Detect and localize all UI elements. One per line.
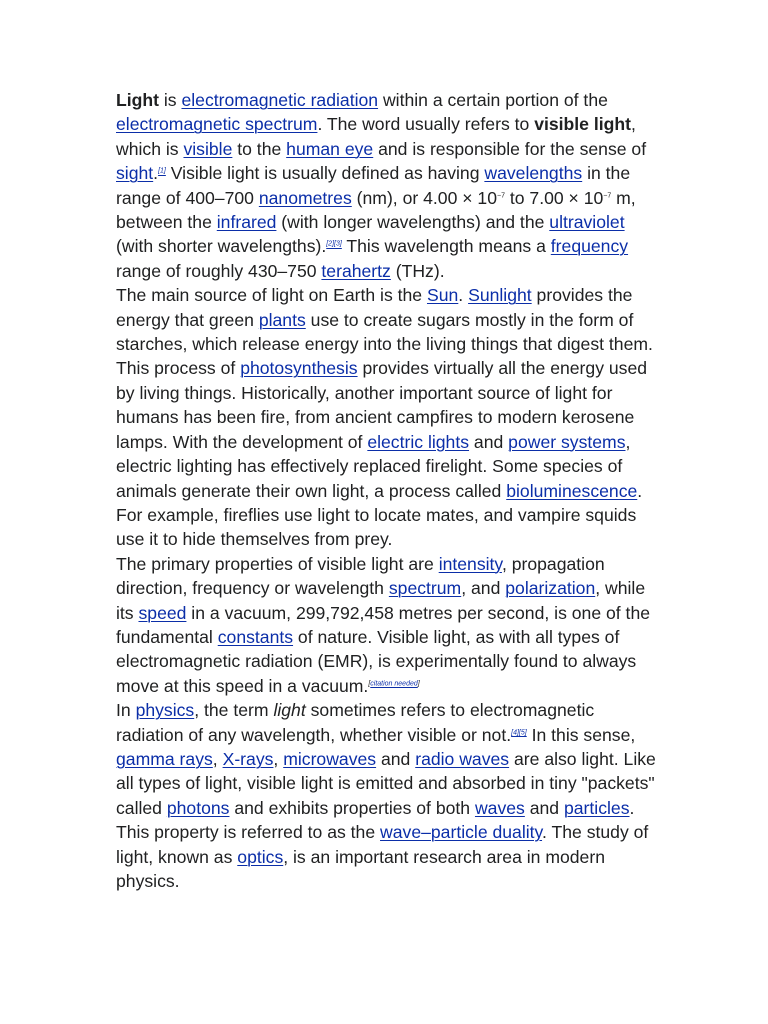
link-constants[interactable]: constants — [217, 626, 294, 647]
paragraph — [116, 88, 656, 283]
text-run: , is an important research area in modern physics. — [116, 846, 605, 891]
text-run: provides virtually all the energy used by living things. Historically, another important source of light for humans has been fire, from ancient campfires to modern kerosene lamps. With the development of — [116, 358, 648, 452]
text-run: to 7.00 × 10 — [504, 187, 604, 208]
link-photons[interactable]: photons — [166, 797, 230, 818]
text-run: , propagation direction, frequency or wavelength — [116, 553, 605, 599]
text-run: . This property is referred to as the — [116, 797, 635, 843]
link-waves[interactable]: waves — [474, 797, 525, 818]
text-run: The primary properties of visible light are — [116, 553, 439, 574]
reference-link[interactable]: [3] — [334, 241, 342, 249]
citation-needed-marker — [368, 680, 419, 687]
link-speed[interactable]: speed — [138, 602, 187, 623]
reference-marker — [326, 241, 334, 248]
text-run: use to create sugars mostly in the form of starches, which release energy into the living things that digest them. This process of — [116, 309, 653, 379]
link-x-rays[interactable]: X-rays — [222, 748, 274, 769]
text-run: and — [469, 431, 509, 452]
paragraph — [116, 283, 656, 551]
text-run: within a certain portion of the — [378, 90, 608, 110]
link-bioluminescence[interactable]: bioluminescence — [506, 480, 638, 501]
paragraph — [116, 698, 656, 893]
link-spectrum[interactable]: spectrum — [388, 578, 462, 599]
text-run: in a vacuum, 299,792,458 metres per second, is one of the fundamental — [116, 602, 651, 647]
text-run: in the range of 400–700 — [116, 163, 631, 208]
text-run: is — [159, 90, 182, 110]
link-optics[interactable]: optics — [237, 846, 284, 867]
link-electromagnetic-radiation[interactable]: electromagnetic radiation — [181, 90, 379, 110]
article-body — [116, 88, 656, 893]
reference-link[interactable]: [5] — [518, 729, 527, 737]
text-run: and is responsible for the sense of — [373, 138, 647, 159]
text-run: , which is — [116, 114, 636, 159]
link-intensity[interactable]: intensity — [438, 553, 502, 574]
text-run: , while its — [116, 578, 646, 623]
exponent: −7 — [496, 192, 505, 200]
text-run: and — [376, 748, 416, 769]
text-run: . The study of light, known as — [116, 822, 649, 867]
citation-needed-link[interactable]: citation needed — [370, 680, 418, 688]
text-run: . For example, fireflies use light to locate mates, and vampire squids use it to hide themselves from prey. — [116, 480, 643, 550]
text-run: This wavelength means a — [341, 236, 551, 257]
link-power-systems[interactable]: power systems — [508, 431, 626, 452]
reference-marker — [511, 729, 519, 736]
text-run: range of roughly 430–750 — [116, 260, 322, 281]
link-wavelengths[interactable]: wavelengths — [484, 163, 583, 184]
bold-term: Light — [116, 90, 159, 110]
text-run: , the term — [194, 700, 274, 721]
text-run: . The word usually refers to — [317, 114, 535, 135]
link-photosynthesis[interactable]: photosynthesis — [240, 358, 358, 379]
link-nanometres[interactable]: nanometres — [258, 187, 352, 208]
text-run: Visible light is usually defined as having — [165, 163, 485, 184]
link-human-eye[interactable]: human eye — [286, 138, 374, 159]
link-plants[interactable]: plants — [258, 309, 306, 330]
exponent: −7 — [603, 192, 612, 200]
bold-term: visible light — [534, 114, 631, 135]
reference-marker — [158, 168, 166, 175]
link-electromagnetic-spectrum[interactable]: electromagnetic spectrum — [116, 114, 318, 135]
link-radio-waves[interactable]: radio waves — [415, 748, 510, 769]
text-run: (nm), or 4.00 × 10 — [351, 187, 497, 208]
link-polarization[interactable]: polarization — [505, 578, 596, 599]
text-run: In — [116, 700, 136, 721]
text-run: . — [458, 285, 469, 306]
reference-link[interactable]: [2] — [326, 241, 335, 249]
reference-link[interactable]: [1] — [158, 167, 166, 175]
link-physics[interactable]: physics — [135, 700, 195, 721]
link-gamma-rays[interactable]: gamma rays — [116, 748, 213, 769]
text-run: , — [273, 748, 284, 769]
link-electric-lights[interactable]: electric lights — [367, 431, 470, 452]
bracket: [ — [368, 680, 371, 688]
link-ultraviolet[interactable]: ultraviolet — [549, 212, 625, 233]
link-particles[interactable]: particles — [563, 797, 630, 818]
text-run: In this sense, — [526, 724, 636, 745]
link-sight[interactable]: sight — [116, 163, 154, 184]
reference-link[interactable]: [4] — [511, 729, 519, 737]
link-visible[interactable]: visible — [183, 138, 233, 159]
text-run: sometimes refers to electromagnetic radiation of any wavelength, whether visible or not. — [116, 700, 595, 745]
text-run: and — [524, 797, 564, 818]
bracket: ] — [417, 680, 420, 688]
text-run: (with shorter wavelengths). — [116, 236, 327, 257]
link-microwaves[interactable]: microwaves — [283, 748, 377, 769]
text-run: . — [153, 163, 159, 184]
link-frequency[interactable]: frequency — [550, 236, 629, 257]
text-run: (THz). — [390, 260, 445, 281]
link-wave-particle-duality[interactable]: wave–particle duality — [380, 822, 543, 843]
text-run: to the — [232, 138, 287, 159]
text-run: , electric lighting has effectively replaced firelight. Some species of animals generate their own light, a process called — [116, 431, 631, 501]
text-run: m, between the — [116, 187, 636, 233]
paragraph — [116, 552, 656, 698]
text-run: , and — [461, 578, 506, 599]
link-sunlight[interactable]: Sunlight — [468, 285, 532, 306]
text-run: are also light. Like all types of light, visible light is emitted and absorbed in tiny "packets" called — [116, 748, 656, 818]
text-run: provides the energy that green — [116, 285, 633, 330]
text-run: , — [212, 748, 223, 769]
link-infrared[interactable]: infrared — [216, 212, 277, 233]
text-run: of nature. Visible light, as with all types of electromagnetic radiation (EMR), is experimentally found to always move at this speed in a vacuum. — [116, 626, 637, 696]
reference-marker — [334, 241, 342, 248]
link-terahertz[interactable]: terahertz — [321, 260, 391, 281]
text-run: The main source of light on Earth is the — [116, 285, 427, 306]
text-run: and exhibits properties of both — [229, 797, 475, 818]
link-sun[interactable]: Sun — [426, 285, 459, 306]
reference-marker — [519, 729, 527, 736]
text-run: (with longer wavelengths) and the — [276, 212, 550, 233]
italic-term: light — [273, 700, 306, 721]
